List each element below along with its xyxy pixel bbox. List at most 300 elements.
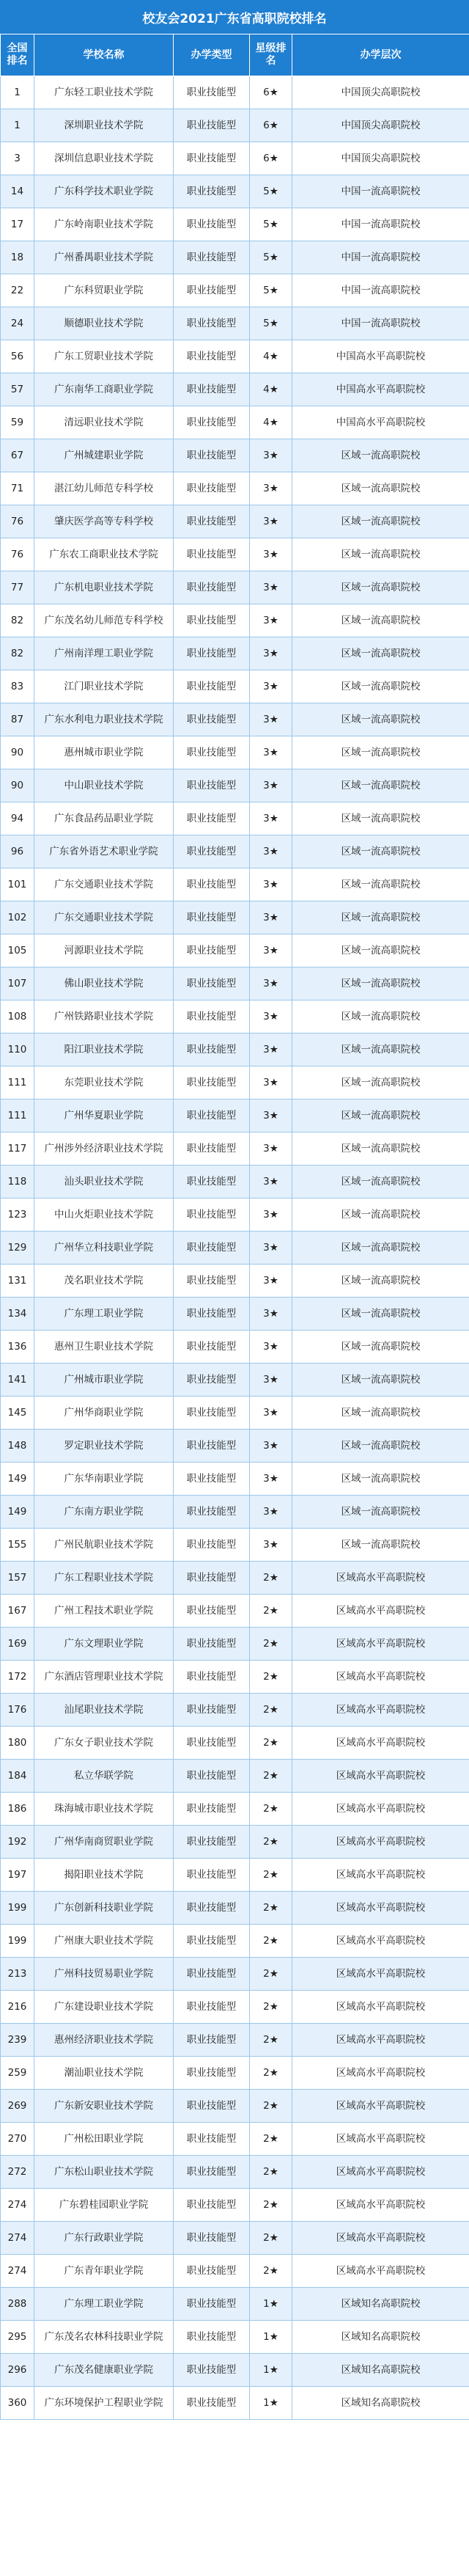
school-name-cell: 揭阳职业技术学院 [34, 1859, 174, 1892]
star-rank-cell: 3★ [250, 1099, 292, 1133]
school-level-cell: 区域知名高职院校 [292, 2387, 469, 2420]
school-name-cell: 深圳职业技术学院 [34, 109, 174, 142]
school-type-cell: 职业技能型 [174, 1628, 250, 1661]
school-type-cell: 职业技能型 [174, 2387, 250, 2420]
school-type-cell: 职业技能型 [174, 1033, 250, 1066]
table-row [1, 1529, 469, 1562]
school-name-cell: 广州民航职业技术学院 [34, 1529, 174, 1562]
school-name-cell: 广州华立科技职业学院 [34, 1232, 174, 1265]
school-level-cell: 区域高水平高职院校 [292, 1958, 469, 1991]
school-name-cell: 广东水利电力职业技术学院 [34, 703, 174, 736]
school-level-cell: 区域一流高职院校 [292, 1397, 469, 1430]
national-rank-cell: 199 [1, 1892, 34, 1925]
school-level-cell: 区域一流高职院校 [292, 1000, 469, 1033]
school-type-cell: 职业技能型 [174, 1529, 250, 1562]
star-rank-cell: 2★ [250, 2090, 292, 2123]
school-name-cell: 广州华商职业学院 [34, 1397, 174, 1430]
national-rank-cell: 272 [1, 2156, 34, 2189]
school-level-cell: 区域一流高职院校 [292, 637, 469, 670]
star-rank-cell: 3★ [250, 1199, 292, 1232]
school-name-cell: 广州城建职业学院 [34, 439, 174, 472]
school-name-cell: 广州涉外经济职业技术学院 [34, 1133, 174, 1166]
school-level-cell: 中国一流高职院校 [292, 274, 469, 307]
table-row [1, 439, 469, 472]
table-row [1, 1694, 469, 1727]
table-row [1, 1000, 469, 1033]
ranking-table [0, 34, 469, 2420]
national-rank-cell: 199 [1, 1925, 34, 1958]
school-type-cell: 职业技能型 [174, 1397, 250, 1430]
school-type-cell: 职业技能型 [174, 2321, 250, 2354]
school-name-cell: 广东酒店管理职业技术学院 [34, 1661, 174, 1694]
star-rank-cell: 3★ [250, 439, 292, 472]
table-row [1, 1496, 469, 1529]
school-level-cell: 区域一流高职院校 [292, 1199, 469, 1232]
school-level-cell: 区域高水平高职院校 [292, 1760, 469, 1793]
table-row [1, 2354, 469, 2387]
national-rank-cell: 101 [1, 868, 34, 901]
table-row [1, 736, 469, 769]
school-type-cell: 职业技能型 [174, 1661, 250, 1694]
table-row [1, 1364, 469, 1397]
star-rank-cell: 3★ [250, 538, 292, 571]
table-row [1, 274, 469, 307]
school-type-cell: 职业技能型 [174, 1298, 250, 1331]
school-name-cell: 肇庆医学高等专科学校 [34, 505, 174, 538]
school-level-cell: 区域高水平高职院校 [292, 1793, 469, 1826]
school-name-cell: 广州工程技术职业学院 [34, 1595, 174, 1628]
national-rank-cell: 172 [1, 1661, 34, 1694]
star-rank-cell: 3★ [250, 1133, 292, 1166]
star-rank-cell: 3★ [250, 670, 292, 703]
star-rank-cell: 2★ [250, 1628, 292, 1661]
school-level-cell: 区域高水平高职院校 [292, 1661, 469, 1694]
star-rank-cell: 2★ [250, 1793, 292, 1826]
national-rank-cell: 213 [1, 1958, 34, 1991]
star-rank-cell: 2★ [250, 2255, 292, 2288]
school-type-cell: 职业技能型 [174, 538, 250, 571]
national-rank-cell: 107 [1, 967, 34, 1000]
school-level-cell: 区域一流高职院校 [292, 505, 469, 538]
school-name-cell: 广东碧桂园职业学院 [34, 2189, 174, 2222]
school-type-cell: 职业技能型 [174, 2255, 250, 2288]
star-rank-cell: 3★ [250, 505, 292, 538]
national-rank-cell: 1 [1, 76, 34, 109]
star-rank-cell: 2★ [250, 1925, 292, 1958]
national-rank-cell: 87 [1, 703, 34, 736]
table-row [1, 934, 469, 967]
school-level-cell: 区域一流高职院校 [292, 1265, 469, 1298]
school-type-cell: 职业技能型 [174, 175, 250, 208]
national-rank-cell: 24 [1, 307, 34, 340]
school-level-cell: 区域高水平高职院校 [292, 1694, 469, 1727]
school-name-cell: 私立华联学院 [34, 1760, 174, 1793]
school-type-cell: 职业技能型 [174, 967, 250, 1000]
national-rank-cell: 136 [1, 1331, 34, 1364]
school-type-cell: 职业技能型 [174, 1496, 250, 1529]
school-type-cell: 职业技能型 [174, 1265, 250, 1298]
school-level-cell: 区域一流高职院校 [292, 802, 469, 835]
school-type-cell: 职业技能型 [174, 934, 250, 967]
national-rank-cell: 118 [1, 1166, 34, 1199]
school-name-cell: 广东新安职业技术学院 [34, 2090, 174, 2123]
school-name-cell: 中山职业技术学院 [34, 769, 174, 802]
school-type-cell: 职业技能型 [174, 604, 250, 637]
school-name-cell: 广州铁路职业技术学院 [34, 1000, 174, 1033]
star-rank-cell: 1★ [250, 2288, 292, 2321]
table-row [1, 76, 469, 109]
star-rank-cell: 2★ [250, 1694, 292, 1727]
school-type-cell: 职业技能型 [174, 1364, 250, 1397]
table-row [1, 505, 469, 538]
school-name-cell: 广东女子职业技术学院 [34, 1727, 174, 1760]
school-name-cell: 广东理工职业学院 [34, 1298, 174, 1331]
star-rank-cell: 3★ [250, 934, 292, 967]
school-type-cell: 职业技能型 [174, 802, 250, 835]
school-type-cell: 职业技能型 [174, 2354, 250, 2387]
star-rank-cell: 6★ [250, 109, 292, 142]
school-type-cell: 职业技能型 [174, 1133, 250, 1166]
star-rank-cell: 2★ [250, 1991, 292, 2024]
star-rank-cell: 3★ [250, 736, 292, 769]
star-rank-cell: 3★ [250, 1463, 292, 1496]
star-rank-cell: 3★ [250, 1232, 292, 1265]
national-rank-cell: 157 [1, 1562, 34, 1595]
table-row [1, 1958, 469, 1991]
school-type-cell: 职业技能型 [174, 109, 250, 142]
table-row [1, 1760, 469, 1793]
school-name-cell: 广州华南商贸职业学院 [34, 1826, 174, 1859]
table-row [1, 1232, 469, 1265]
national-rank-cell: 94 [1, 802, 34, 835]
star-rank-cell: 3★ [250, 571, 292, 604]
national-rank-cell: 197 [1, 1859, 34, 1892]
star-rank-cell: 3★ [250, 1265, 292, 1298]
national-rank-cell: 105 [1, 934, 34, 967]
school-level-cell: 区域一流高职院校 [292, 736, 469, 769]
school-name-cell: 深圳信息职业技术学院 [34, 142, 174, 175]
school-level-cell: 区域一流高职院校 [292, 1331, 469, 1364]
school-name-cell: 广东茂名农林科技职业学院 [34, 2321, 174, 2354]
school-type-cell: 职业技能型 [174, 1463, 250, 1496]
school-level-cell: 区域高水平高职院校 [292, 1595, 469, 1628]
school-name-cell: 中山火炬职业技术学院 [34, 1199, 174, 1232]
school-level-cell: 中国高水平高职院校 [292, 406, 469, 439]
national-rank-cell: 82 [1, 637, 34, 670]
star-rank-cell: 2★ [250, 2222, 292, 2255]
school-type-cell: 职业技能型 [174, 1331, 250, 1364]
school-name-cell: 广东南方职业学院 [34, 1496, 174, 1529]
table-row [1, 1892, 469, 1925]
school-level-cell: 区域一流高职院校 [292, 1099, 469, 1133]
school-level-cell: 区域一流高职院校 [292, 1232, 469, 1265]
star-rank-cell: 2★ [250, 2057, 292, 2090]
school-type-cell: 职业技能型 [174, 1793, 250, 1826]
table-row [1, 670, 469, 703]
header-school-level: 办学层次 [292, 34, 469, 76]
table-row [1, 835, 469, 868]
school-name-cell: 东莞职业技术学院 [34, 1066, 174, 1099]
table-row [1, 373, 469, 406]
star-rank-cell: 2★ [250, 1859, 292, 1892]
school-type-cell: 职业技能型 [174, 505, 250, 538]
school-name-cell: 茂名职业技术学院 [34, 1265, 174, 1298]
table-row [1, 2057, 469, 2090]
national-rank-cell: 90 [1, 736, 34, 769]
header-star-rank: 星级排名 [250, 34, 292, 76]
school-name-cell: 汕尾职业技术学院 [34, 1694, 174, 1727]
school-type-cell: 职业技能型 [174, 769, 250, 802]
school-type-cell: 职业技能型 [174, 637, 250, 670]
school-name-cell: 湛江幼儿师范专科学校 [34, 472, 174, 505]
school-level-cell: 中国高水平高职院校 [292, 340, 469, 373]
school-level-cell: 区域高水平高职院校 [292, 1562, 469, 1595]
table-row [1, 2189, 469, 2222]
national-rank-cell: 67 [1, 439, 34, 472]
school-name-cell: 广州南洋理工职业学院 [34, 637, 174, 670]
header-row [1, 34, 469, 76]
national-rank-cell: 3 [1, 142, 34, 175]
national-rank-cell: 134 [1, 1298, 34, 1331]
star-rank-cell: 2★ [250, 1892, 292, 1925]
star-rank-cell: 5★ [250, 274, 292, 307]
school-name-cell: 江门职业技术学院 [34, 670, 174, 703]
school-level-cell: 区域一流高职院校 [292, 472, 469, 505]
star-rank-cell: 4★ [250, 373, 292, 406]
table-row [1, 1430, 469, 1463]
national-rank-cell: 192 [1, 1826, 34, 1859]
star-rank-cell: 3★ [250, 769, 292, 802]
star-rank-cell: 4★ [250, 340, 292, 373]
table-row [1, 1298, 469, 1331]
school-level-cell: 区域一流高职院校 [292, 1033, 469, 1066]
table-row [1, 2123, 469, 2156]
school-type-cell: 职业技能型 [174, 2156, 250, 2189]
school-type-cell: 职业技能型 [174, 868, 250, 901]
school-level-cell: 区域高水平高职院校 [292, 1925, 469, 1958]
school-name-cell: 广州城市职业学院 [34, 1364, 174, 1397]
star-rank-cell: 3★ [250, 1166, 292, 1199]
star-rank-cell: 3★ [250, 703, 292, 736]
school-type-cell: 职业技能型 [174, 76, 250, 109]
school-type-cell: 职业技能型 [174, 472, 250, 505]
school-type-cell: 职业技能型 [174, 901, 250, 934]
school-level-cell: 区域高水平高职院校 [292, 1727, 469, 1760]
school-name-cell: 河源职业技术学院 [34, 934, 174, 967]
school-level-cell: 区域高水平高职院校 [292, 2123, 469, 2156]
table-row [1, 2090, 469, 2123]
national-rank-cell: 56 [1, 340, 34, 373]
school-level-cell: 区域高水平高职院校 [292, 1628, 469, 1661]
national-rank-cell: 269 [1, 2090, 34, 2123]
table-row [1, 868, 469, 901]
school-level-cell: 区域一流高职院校 [292, 1430, 469, 1463]
national-rank-cell: 167 [1, 1595, 34, 1628]
school-type-cell: 职业技能型 [174, 2057, 250, 2090]
star-rank-cell: 3★ [250, 472, 292, 505]
school-type-cell: 职业技能型 [174, 1826, 250, 1859]
school-type-cell: 职业技能型 [174, 703, 250, 736]
school-type-cell: 职业技能型 [174, 571, 250, 604]
school-type-cell: 职业技能型 [174, 208, 250, 241]
school-name-cell: 清远职业技术学院 [34, 406, 174, 439]
school-type-cell: 职业技能型 [174, 736, 250, 769]
star-rank-cell: 5★ [250, 175, 292, 208]
star-rank-cell: 2★ [250, 1562, 292, 1595]
header-school-type: 办学类型 [174, 34, 250, 76]
national-rank-cell: 59 [1, 406, 34, 439]
star-rank-cell: 2★ [250, 1958, 292, 1991]
school-name-cell: 惠州卫生职业技术学院 [34, 1331, 174, 1364]
national-rank-cell: 296 [1, 2354, 34, 2387]
star-rank-cell: 3★ [250, 604, 292, 637]
school-type-cell: 职业技能型 [174, 373, 250, 406]
star-rank-cell: 6★ [250, 142, 292, 175]
school-level-cell: 区域一流高职院校 [292, 868, 469, 901]
table-row [1, 1199, 469, 1232]
national-rank-cell: 216 [1, 1991, 34, 2024]
table-row [1, 241, 469, 274]
school-level-cell: 区域一流高职院校 [292, 934, 469, 967]
national-rank-cell: 148 [1, 1430, 34, 1463]
table-row [1, 637, 469, 670]
school-name-cell: 广州华夏职业学院 [34, 1099, 174, 1133]
table-row [1, 769, 469, 802]
table-row [1, 109, 469, 142]
star-rank-cell: 1★ [250, 2354, 292, 2387]
national-rank-cell: 123 [1, 1199, 34, 1232]
school-name-cell: 广东创新科技职业学院 [34, 1892, 174, 1925]
school-level-cell: 区域高水平高职院校 [292, 1826, 469, 1859]
table-title: 校友会2021广东省高职院校排名 [0, 0, 469, 34]
school-type-cell: 职业技能型 [174, 1958, 250, 1991]
national-rank-cell: 82 [1, 604, 34, 637]
school-level-cell: 区域一流高职院校 [292, 604, 469, 637]
table-row [1, 1826, 469, 1859]
table-row [1, 1166, 469, 1199]
school-type-cell: 职业技能型 [174, 274, 250, 307]
school-name-cell: 广州科技贸易职业学院 [34, 1958, 174, 1991]
school-level-cell: 区域高水平高职院校 [292, 1892, 469, 1925]
school-level-cell: 区域高水平高职院校 [292, 2156, 469, 2189]
star-rank-cell: 6★ [250, 76, 292, 109]
star-rank-cell: 3★ [250, 1298, 292, 1331]
table-row [1, 901, 469, 934]
star-rank-cell: 5★ [250, 208, 292, 241]
school-name-cell: 广东机电职业技术学院 [34, 571, 174, 604]
school-type-cell: 职业技能型 [174, 2189, 250, 2222]
school-type-cell: 职业技能型 [174, 835, 250, 868]
national-rank-cell: 17 [1, 208, 34, 241]
national-rank-cell: 22 [1, 274, 34, 307]
school-name-cell: 广东交通职业技术学院 [34, 901, 174, 934]
school-type-cell: 职业技能型 [174, 1199, 250, 1232]
school-level-cell: 中国一流高职院校 [292, 241, 469, 274]
school-level-cell: 中国顶尖高职院校 [292, 76, 469, 109]
school-name-cell: 广东环境保护工程职业学院 [34, 2387, 174, 2420]
school-level-cell: 区域高水平高职院校 [292, 2057, 469, 2090]
school-name-cell: 惠州经济职业技术学院 [34, 2024, 174, 2057]
school-type-cell: 职业技能型 [174, 307, 250, 340]
table-row [1, 208, 469, 241]
star-rank-cell: 3★ [250, 1000, 292, 1033]
school-name-cell: 广东科学技术职业学院 [34, 175, 174, 208]
school-name-cell: 广东建设职业技术学院 [34, 1991, 174, 2024]
school-type-cell: 职业技能型 [174, 1595, 250, 1628]
star-rank-cell: 1★ [250, 2387, 292, 2420]
star-rank-cell: 3★ [250, 1066, 292, 1099]
national-rank-cell: 57 [1, 373, 34, 406]
table-body [1, 76, 469, 2420]
school-level-cell: 区域一流高职院校 [292, 835, 469, 868]
star-rank-cell: 3★ [250, 1496, 292, 1529]
school-type-cell: 职业技能型 [174, 1991, 250, 2024]
table-row [1, 967, 469, 1000]
school-name-cell: 顺德职业技术学院 [34, 307, 174, 340]
school-name-cell: 佛山职业技术学院 [34, 967, 174, 1000]
national-rank-cell: 83 [1, 670, 34, 703]
school-name-cell: 阳江职业技术学院 [34, 1033, 174, 1066]
school-level-cell: 区域高水平高职院校 [292, 1859, 469, 1892]
school-level-cell: 区域一流高职院校 [292, 1298, 469, 1331]
table-header [1, 34, 469, 76]
national-rank-cell: 274 [1, 2222, 34, 2255]
star-rank-cell: 3★ [250, 637, 292, 670]
school-name-cell: 广州番禺职业技术学院 [34, 241, 174, 274]
school-type-cell: 职业技能型 [174, 2123, 250, 2156]
national-rank-cell: 111 [1, 1066, 34, 1099]
national-rank-cell: 186 [1, 1793, 34, 1826]
star-rank-cell: 2★ [250, 1727, 292, 1760]
school-name-cell: 广州康大职业技术学院 [34, 1925, 174, 1958]
star-rank-cell: 3★ [250, 901, 292, 934]
star-rank-cell: 2★ [250, 2123, 292, 2156]
national-rank-cell: 71 [1, 472, 34, 505]
school-type-cell: 职业技能型 [174, 439, 250, 472]
star-rank-cell: 2★ [250, 2156, 292, 2189]
school-level-cell: 中国顶尖高职院校 [292, 142, 469, 175]
school-level-cell: 区域一流高职院校 [292, 1066, 469, 1099]
school-level-cell: 区域高水平高职院校 [292, 2222, 469, 2255]
table-row [1, 1925, 469, 1958]
school-name-cell: 广东轻工职业技术学院 [34, 76, 174, 109]
school-name-cell: 广东农工商职业技术学院 [34, 538, 174, 571]
star-rank-cell: 2★ [250, 1595, 292, 1628]
national-rank-cell: 288 [1, 2288, 34, 2321]
school-name-cell: 广东工程职业技术学院 [34, 1562, 174, 1595]
school-type-cell: 职业技能型 [174, 1066, 250, 1099]
school-type-cell: 职业技能型 [174, 1727, 250, 1760]
school-name-cell: 广东工贸职业技术学院 [34, 340, 174, 373]
school-name-cell: 广东茂名幼儿师范专科学校 [34, 604, 174, 637]
table-row [1, 2387, 469, 2420]
national-rank-cell: 149 [1, 1463, 34, 1496]
star-rank-cell: 3★ [250, 1397, 292, 1430]
school-level-cell: 区域高水平高职院校 [292, 2090, 469, 2123]
table-row [1, 2024, 469, 2057]
table-row [1, 1991, 469, 2024]
national-rank-cell: 145 [1, 1397, 34, 1430]
school-name-cell: 广东食品药品职业学院 [34, 802, 174, 835]
school-name-cell: 潮汕职业技术学院 [34, 2057, 174, 2090]
star-rank-cell: 3★ [250, 802, 292, 835]
national-rank-cell: 108 [1, 1000, 34, 1033]
school-type-cell: 职业技能型 [174, 2222, 250, 2255]
school-name-cell: 广东青年职业学院 [34, 2255, 174, 2288]
school-level-cell: 区域一流高职院校 [292, 1364, 469, 1397]
national-rank-cell: 76 [1, 505, 34, 538]
school-type-cell: 职业技能型 [174, 241, 250, 274]
